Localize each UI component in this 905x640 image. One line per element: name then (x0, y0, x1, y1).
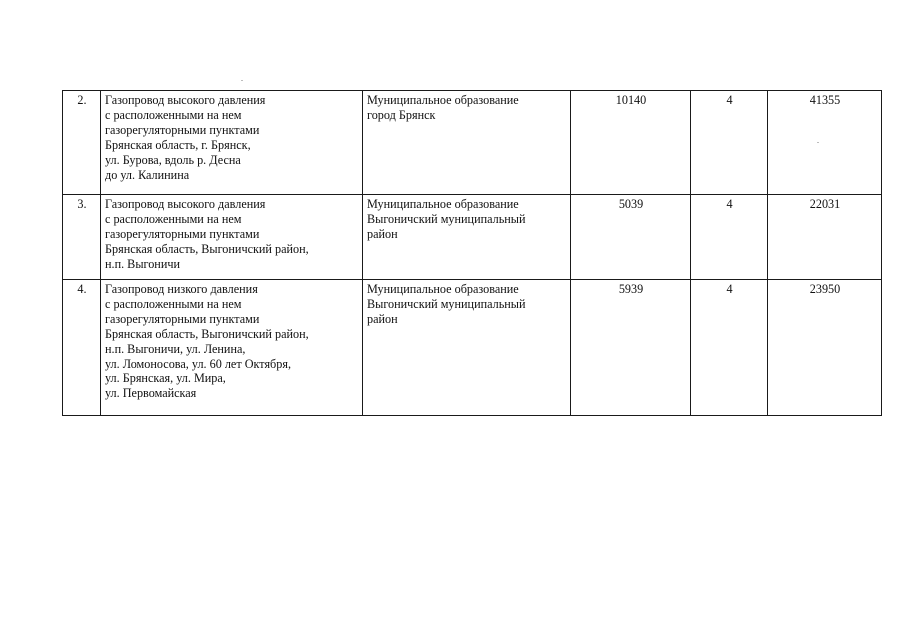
object-name-line: ул. Первомайская (105, 386, 197, 401)
cost-cell: 23950 (768, 280, 882, 416)
row-number-cell: 2. (63, 91, 101, 195)
table-row (63, 195, 882, 280)
object-name-line: Газопровод высокого давления (105, 197, 266, 211)
owner-line: Муниципальное образование (367, 282, 519, 296)
object-name-line: Газопровод низкого давления (105, 282, 258, 296)
object-name-line: н.п. Выгоничи, ул. Ленина, (105, 341, 246, 356)
table-row (63, 91, 882, 195)
cost-cell: 41355 (768, 91, 882, 195)
row-number-cell: 4. (63, 280, 101, 416)
owner-line: Выгоничский муниципальный (367, 211, 526, 226)
object-name-line: ул. Бурова, вдоль р. Десна (105, 152, 241, 167)
object-name-cell (101, 91, 363, 195)
length-cell: 5039 (571, 195, 691, 280)
object-name-line: Газопровод высокого давления (105, 93, 266, 107)
category-cell: 4 (691, 195, 768, 280)
object-name-line: газорегуляторными пунктами (105, 311, 260, 326)
object-name-line: н.п. Выгоничи (105, 256, 180, 271)
object-name-line: ул. Брянская, ул. Мира, (105, 371, 226, 386)
object-name-line: газорегуляторными пунктами (105, 226, 260, 241)
object-name-line: с расположенными на нем (105, 107, 242, 122)
owner-line: Муниципальное образование (367, 93, 519, 107)
length-cell: 10140 (571, 91, 691, 195)
owner-cell (363, 195, 571, 280)
object-name-cell (101, 195, 363, 280)
owner-line: район (367, 311, 398, 326)
owner-line: город Брянск (367, 107, 436, 122)
owner-line: Выгоничский муниципальный (367, 296, 526, 311)
object-name-line: ул. Ломоносова, ул. 60 лет Октября, (105, 356, 291, 371)
owner-line: район (367, 226, 398, 241)
object-name-line: до ул. Калинина (105, 167, 190, 182)
length-cell: 5939 (571, 280, 691, 416)
object-name-line: Брянская область, Выгоничский район, (105, 241, 309, 256)
row-number-cell: 3. (63, 195, 101, 280)
category-cell: 4 (691, 280, 768, 416)
object-name-line: газорегуляторными пунктами (105, 122, 260, 137)
cost-cell: 22031 (768, 195, 882, 280)
registry-table (62, 90, 882, 416)
object-name-line: Брянская область, г. Брянск, (105, 137, 251, 152)
object-name-line: с расположенными на нем (105, 211, 242, 226)
table-row (63, 280, 882, 416)
owner-cell (363, 280, 571, 416)
category-cell: 4 (691, 91, 768, 195)
owner-cell (363, 91, 571, 195)
object-name-line: Брянская область, Выгоничский район, (105, 326, 309, 341)
scan-speck (241, 80, 243, 81)
object-name-line: с расположенными на нем (105, 296, 242, 311)
owner-line: Муниципальное образование (367, 197, 519, 211)
object-name-cell (101, 280, 363, 416)
